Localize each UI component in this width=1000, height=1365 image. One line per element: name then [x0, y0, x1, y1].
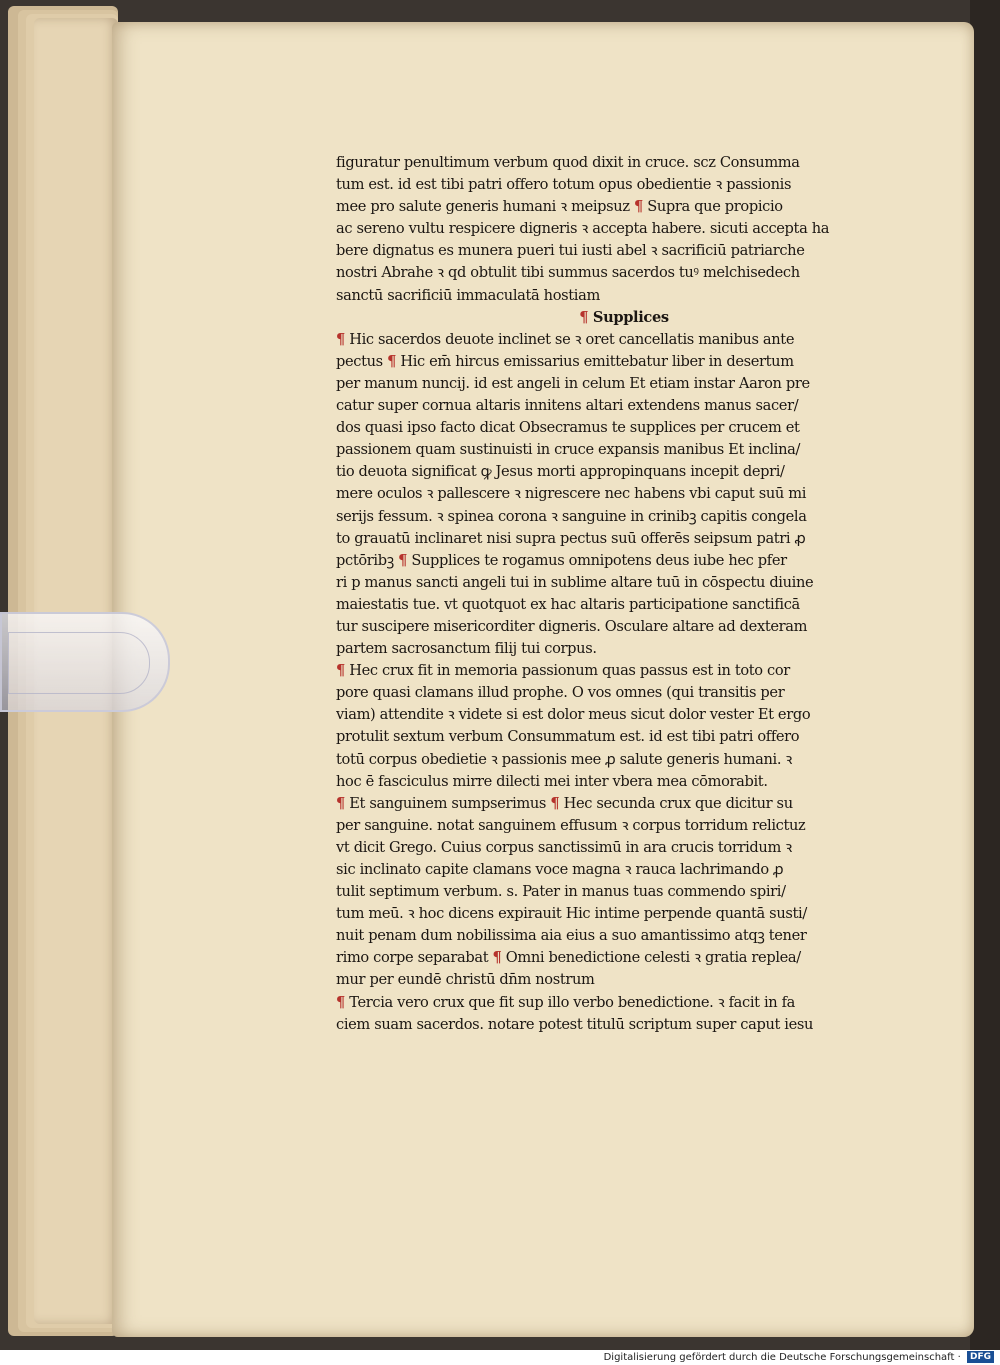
footer-credit: [0, 1350, 1000, 1365]
text-line: vt dicit Grego. Cuius corpus sanctissimū in ara crucis torridum ꝛ: [336, 838, 792, 856]
text-line: nuit penam dum nobilissima aia eius a suo amantissimo atqꝫ tener: [336, 927, 807, 945]
text-line: tur suscipere misericorditer digneris. Osculare altare ad dexteram: [336, 617, 808, 635]
text-line: maiestatis tue. vt quotquot ex hac altaris participatione sanctificā: [336, 595, 800, 613]
text-line: rimo corpe separabat ¶ Omni benedictione celesti ꝛ gratia replea/: [336, 949, 801, 967]
dfg-logo: DFG: [967, 1351, 994, 1363]
text-line: protulit sextum verbum Consummatum est. id est tibi patri offero: [336, 728, 800, 746]
text-line: ¶ Hec crux fit in memoria passionum quas passus est in toto cor: [336, 662, 790, 680]
text-line: tulit septimum verbum. s. Pater in manus tuas commendo spiri/: [336, 883, 786, 901]
glass-page-clip: [0, 612, 170, 712]
text-line: nostri Abrahe ꝛ qd obtulit tibi summus sacerdos tuꝰ melchisedech: [336, 264, 800, 282]
rubric-mark: ¶: [336, 993, 345, 1011]
rubric-mark: ¶: [492, 949, 502, 967]
text-line: pctōribꝫ ¶ Supplices te rogamus omnipotens deus iube hec pfer: [336, 551, 787, 569]
text-line: totū corpus obedietie ꝛ passionis mee ꝓ salute generis humani. ꝛ: [336, 750, 792, 768]
text-line: passionem quam sustinuisti in cruce expansis manibus Et inclina/: [336, 441, 801, 459]
text-line: viam) attendite ꝛ videte si est dolor meus sicut dolor vester Et ergo: [336, 706, 811, 724]
text-line: ¶ Supplices: [579, 308, 669, 326]
text-line: pectus ¶ Hic em̄ hircus emissarius emittebatur liber in desertum: [336, 352, 794, 370]
text-line: catur super cornua altaris innitens altari extendens manus sacer/: [336, 397, 799, 415]
text-line: mee pro salute generis humani ꝛ meipsuz ¶ Supra que propicio: [336, 198, 783, 216]
text-line: tum meū. ꝛ hoc dicens expirauit Hic intime perpende quantā susti/: [336, 905, 807, 923]
text-line: bere dignatus es munera pueri tui iusti abel ꝛ sacrificiū patriarche: [336, 242, 805, 260]
rubric-mark: ¶: [336, 794, 345, 812]
text-line: sanctū sacrificiū immaculatā hostiam: [336, 286, 600, 304]
text-line: tum est. id est tibi patri offero totum opus obedientie ꝛ passionis: [336, 176, 792, 194]
text-line: ¶ Et sanguinem sumpserimus ¶ Hec secunda crux que dicitur su: [336, 794, 793, 812]
rubric-mark: ¶: [336, 330, 345, 348]
rubric-mark: ¶: [550, 794, 560, 812]
text-line: partem sacrosanctum filij tui corpus.: [336, 640, 597, 658]
text-line: sic inclinato capite clamans voce magna ꝛ rauca lachrimando ꝓ: [336, 861, 784, 878]
rubric-mark: ¶: [579, 308, 589, 326]
text-line: ciem suam sacerdos. notare potest titulū scriptum super caput iesu: [336, 1015, 814, 1033]
text-line: mur per eundē christū dn̄m nostrum: [336, 971, 595, 989]
text-line: per sanguine. notat sanguinem effusum ꝛ corpus torridum relictuz: [336, 816, 806, 834]
rubric-mark: ¶: [398, 551, 408, 569]
glass-page-clip-inner: [8, 632, 150, 694]
text-line: serijs fessum. ꝛ spinea corona ꝛ sanguine in crinibꝫ capitis congela: [336, 507, 807, 525]
text-line: ac sereno vultu respicere digneris ꝛ accepta habere. sicuti accepta ha: [336, 220, 830, 238]
footer-credit-text: Digitalisierung gefördert durch die Deutsche Forschungsgemeinschaft ·: [603, 1352, 961, 1363]
printed-text-block: [336, 152, 912, 1036]
text-line: mere oculos ꝛ pallescere ꝛ nigrescere nec habens vbi caput suū mi: [336, 485, 807, 503]
rubric-mark: ¶: [633, 198, 643, 216]
text-line: ¶ Tercia vero crux que fit sup illo verbo benedictione. ꝛ facit in fa: [336, 993, 796, 1011]
text-line: to grauatū inclinaret nisi supra pectus suū offerēs seipsum patri ꝓ: [336, 529, 806, 547]
text-line: figuratur penultimum verbum quod dixit in cruce. scz Consumma: [336, 154, 800, 171]
book-cover-edge: [970, 0, 1000, 1350]
text-line: ri p manus sancti angeli tui in sublime altare tuū in cōspectu diuine: [336, 573, 814, 591]
text-line: ¶ Hic sacerdos deuote inclinet se ꝛ oret cancellatis manibus ante: [336, 330, 795, 348]
text-line: per manum nuncij. id est angeli in celum Et etiam instar Aaron pre: [336, 374, 810, 392]
rubric-mark: ¶: [387, 352, 397, 370]
text-line: dos quasi ipso facto dicat Obsecramus te supplices per crucem et: [336, 419, 800, 437]
text-line: tio deuota significat ꝙ Jesus morti appropinquans incepit depri/: [336, 463, 785, 481]
text-line: hoc ē fasciculus mirre dilecti mei inter vbera mea cōmorabit.: [336, 772, 768, 790]
text-line: pore quasi clamans illud prophe. O vos omnes (qui transitis per: [336, 684, 785, 702]
rubric-mark: ¶: [336, 662, 345, 680]
